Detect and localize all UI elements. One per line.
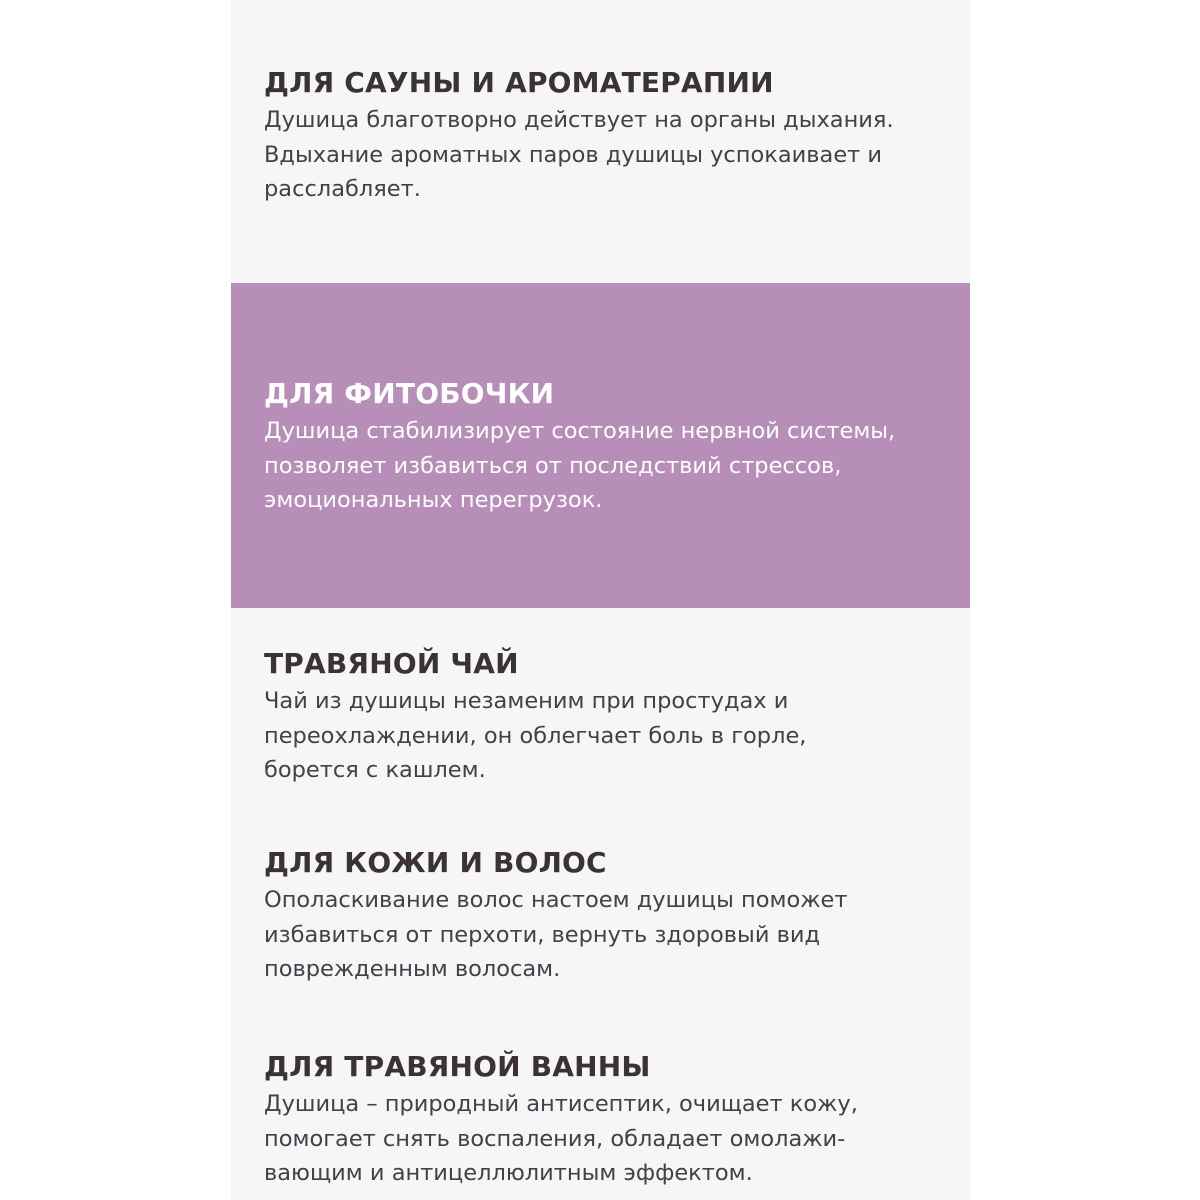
- section-herbal-tea: [264, 644, 964, 788]
- section-herbal-bath: [264, 1047, 964, 1191]
- section-skin-hair: [264, 843, 964, 987]
- section-text-line: поврежденным волосам.: [264, 956, 561, 982]
- section-text-line: Ополаскивание волос настоем душицы поможет: [264, 887, 848, 913]
- section-text-line: Чай из душицы незаменим при простудах и: [264, 688, 789, 714]
- section-sauna-aromatherapy: [264, 63, 964, 207]
- section-title: ДЛЯ ФИТОБОЧКИ: [264, 377, 555, 410]
- section-text-line: Душица стабилизирует состояние нервной системы,: [264, 418, 896, 444]
- section-text-line: вающим и антицеллюлитным эффектом.: [264, 1160, 753, 1186]
- section-text-line: борется с кашлем.: [264, 757, 486, 783]
- section-text-line: Душица – природный антисептик, очищает кожу,: [264, 1091, 858, 1117]
- section-phyto-barrel: [264, 374, 964, 518]
- section-text-line: Вдыхание ароматных паров душицы успокаивает и: [264, 141, 883, 168]
- section-text-line: переохлаждении, он облегчает боль в горле,: [264, 722, 807, 749]
- section-text-line: эмоциональных перегрузок.: [264, 487, 603, 513]
- section-title: ДЛЯ ТРАВЯНОЙ ВАННЫ: [264, 1050, 651, 1083]
- section-text-line: избавиться от перхоти, вернуть здоровый вид: [264, 921, 821, 948]
- section-title: ДЛЯ САУНЫ И АРОМАТЕРАПИИ: [264, 66, 774, 99]
- section-text-line: помогает снять воспаления, обладает омолажи-: [264, 1125, 846, 1152]
- section-text-line: расслабляет.: [264, 176, 421, 202]
- section-text-line: Душица благотворно действует на органы дыхания.: [264, 107, 894, 133]
- leaflet-card: [231, 0, 970, 1200]
- section-text-line: позволяет избавиться от последствий стрессов,: [264, 452, 842, 479]
- section-title: ТРАВЯНОЙ ЧАЙ: [264, 647, 519, 680]
- section-title: ДЛЯ КОЖИ И ВОЛОС: [264, 846, 607, 879]
